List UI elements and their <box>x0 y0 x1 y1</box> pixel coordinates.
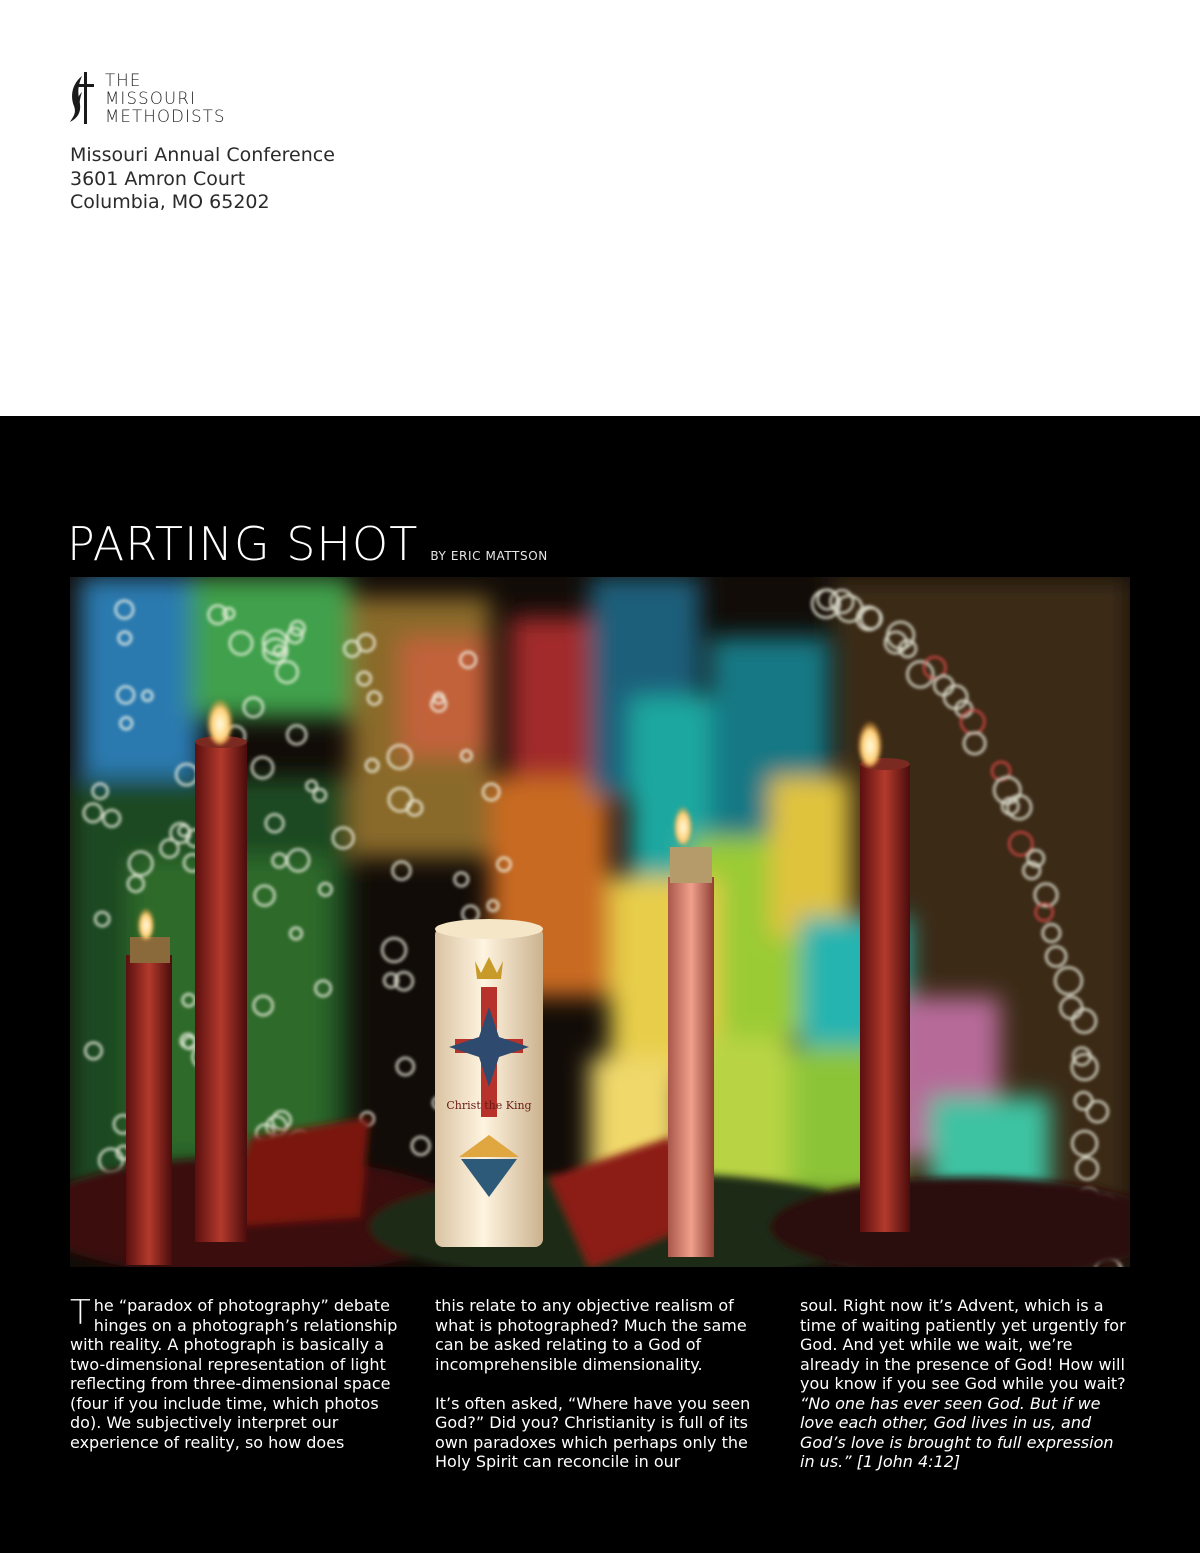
drop-cap: T <box>70 1293 91 1333</box>
scripture-quote: “No one has ever seen God. But if we love each other, God lives in us, and God’s love is brought to full expression in us.” [1 John 4:12] <box>800 1393 1114 1471</box>
return-address <box>70 144 335 215</box>
column-2-paragraph-1: this relate to any objective realism of what is photographed? Much the same can be asked relating to a God of incomprehensible dimensionality. <box>435 1296 747 1374</box>
logo-wordmark <box>105 72 226 126</box>
logo-line-1: THE <box>105 71 142 90</box>
address-line-3: Columbia, MO 65202 <box>70 191 270 213</box>
candle-label: Christ the King <box>446 1099 532 1112</box>
mailing-panel <box>0 0 1200 416</box>
article-byline: BY ERIC MATTSON <box>430 549 548 563</box>
logo-line-2: MISSOURI <box>105 89 197 108</box>
logo-line-3: METHODISTS <box>105 107 226 126</box>
column-3-text: soul. Right now it’s Advent, which is a time of waiting patiently yet urgently for God. And yet while we wait, we’re already in the presence of God! How will you know if you see God while you wait? <box>800 1296 1126 1393</box>
article-heading <box>67 516 548 572</box>
article-column-2 <box>435 1296 775 1472</box>
column-2-paragraph-2: It’s often asked, “Where have you seen God?” Did you? Christianity is full of its own paradoxes which perhaps only the Holy Spirit can reconcile in our <box>435 1393 751 1471</box>
article-title: PARTING SHOT <box>67 517 419 571</box>
methodist-logo <box>68 70 226 126</box>
candle-stained-glass-photo <box>70 577 1130 1267</box>
feature-photo <box>70 577 1130 1267</box>
cross-and-flame-icon <box>68 70 100 126</box>
article-column-1 <box>70 1293 410 1452</box>
address-line-1: Missouri Annual Conference <box>70 144 335 166</box>
column-1-text: he “paradox of photography” debate hinges on a photograph’s relationship with reality. A photograph is basically a two-dimensional representation of light reflecting from three-dimensional space (four if you include time, which photos do). We subjectively interpret our experience of reality, so how does <box>70 1296 398 1452</box>
article-column-3 <box>800 1296 1130 1472</box>
parting-shot-panel <box>0 416 1200 1553</box>
address-line-2: 3601 Amron Court <box>70 167 246 190</box>
